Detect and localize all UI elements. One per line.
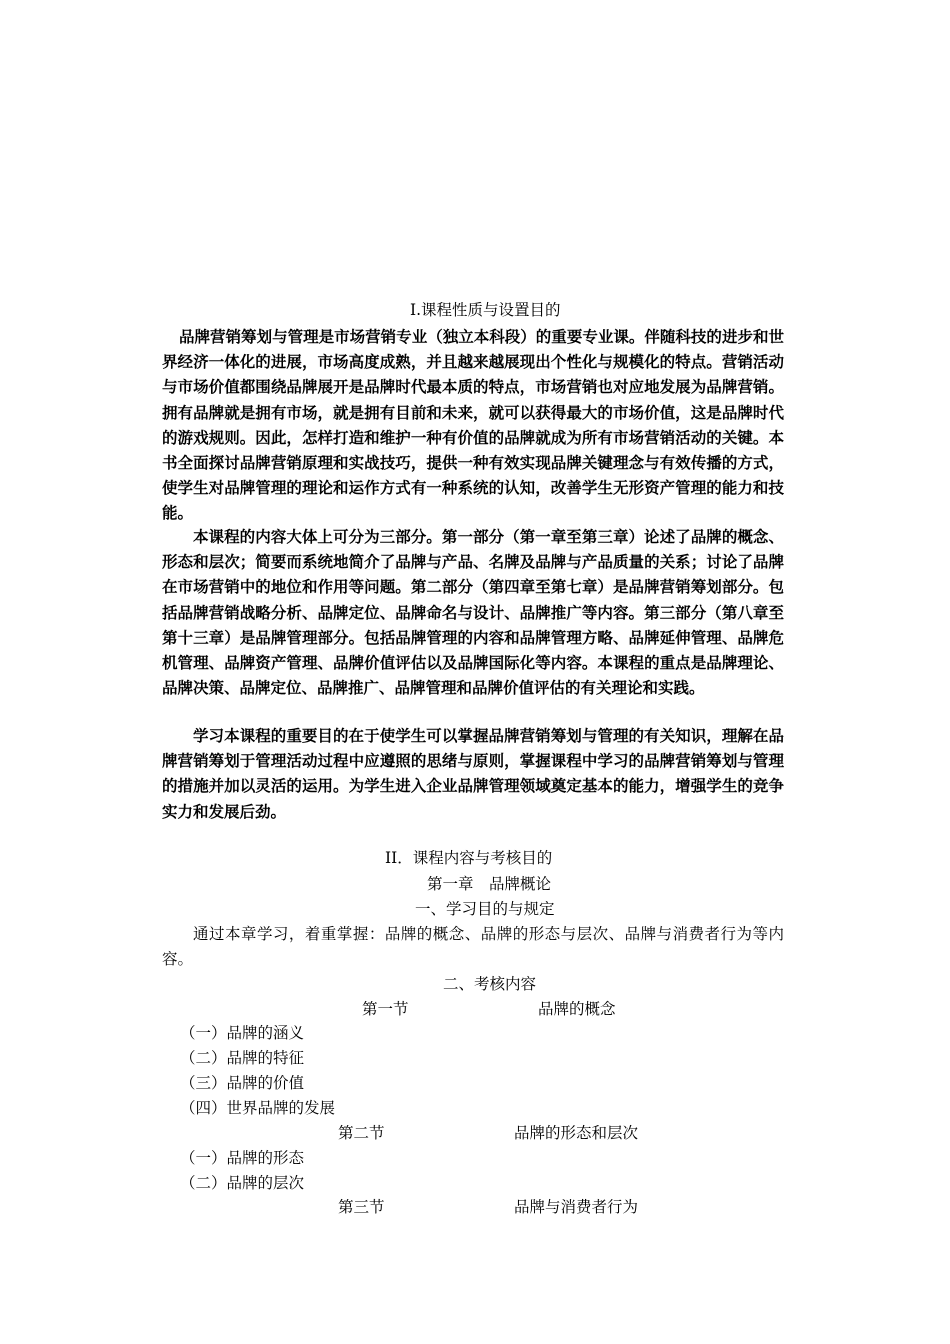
paragraph-course-content: 本课程的内容大体上可分为三部分。第一部分（第一章至第三章）论述了品牌的概念、形态和层次；简要而系统地简介了品牌与产品、名牌及品牌与产品质量的关系；讨论了品牌在市场营销中的地位和作用等问题。第二部分（第四章至第七章）是品牌营销筹划部分。包括品牌营销战略分析、品牌定位、品牌命名与设计、品牌推广等内容。第三部分（第八章至第十三章）是品牌管理部分。包括品牌管理的内容和品牌管理方略、品牌延伸管理、品牌危机管理、品牌资产管理、品牌价值评估以及品牌国际化等内容。本课程的重点是品牌理论、品牌决策、品牌定位、品牌推广、品牌管理和品牌价值评估的有关理论和实践。 [162, 527, 784, 698]
list-item: （一）品牌的形态 [180, 1149, 305, 1167]
section-label-2: 第二节 [338, 1124, 385, 1142]
section-title-1: 品牌的概念 [538, 1000, 616, 1018]
section-label-3: 第三节 [338, 1198, 385, 1216]
paragraph-course-goal: 学习本课程的重要目的在于使学生可以掌握品牌营销筹划与管理的有关知识，理解在品牌营销筹划于管理活动过程中应遵照的思绪与原则，掌握课程中学习的品牌营销筹划与管理的措施并加以灵活的运用。为学生进入企业品牌管理领域奠定基本的能力，增强学生的竞争实力和发展后劲。 [162, 726, 784, 821]
paragraph-course-nature: 品牌营销筹划与管理是市场营销专业（独立本科段）的重要专业课。伴随科技的进步和世界经济一体化的进展，市场高度成熟，并且越来越展现出个性化与规模化的特点。营销活动与市场价值都围绕品牌展开是品牌时代最本质的特点，市场营销也对应地发展为品牌营销。拥有品牌就是拥有市场，就是拥有目前和未来，就可以获得最大的市场价值，这是品牌时代的游戏规则。因此，怎样打造和维护一种有价值的品牌就成为所有市场营销活动的关键。本书全面探讨品牌营销原理和实战技巧，提供一种有效实现品牌关键理念与有效传播的方式，使学生对品牌管理的理论和运作方式有一种系统的认知，改善学生无形资产管理的能力和技能。 [162, 327, 784, 523]
section-title-3: 品牌与消费者行为 [514, 1198, 639, 1216]
subheading-assessment-content: 二、考核内容 [443, 975, 537, 993]
section-label-1: 第一节 [362, 1000, 409, 1018]
list-item: （二）品牌的特征 [180, 1049, 305, 1067]
list-item: （三）品牌的价值 [180, 1074, 305, 1092]
paragraph-learning-goals: 通过本章学习，着重掌握：品牌的概念、品牌的形态与层次、品牌与消费者行为等内容。 [162, 925, 784, 969]
list-item: （二）品牌的层次 [180, 1174, 305, 1192]
list-item: （四）世界品牌的发展 [180, 1099, 336, 1117]
section-title-2: 品牌的形态和层次 [514, 1124, 639, 1142]
section1-title: I.课程性质与设置目的 [410, 301, 561, 319]
subheading-learning-goals: 一、学习目的与规定 [415, 900, 555, 918]
list-item: （一）品牌的涵义 [180, 1024, 305, 1042]
chapter-title: 第一章 品牌概论 [427, 875, 552, 893]
section2-title: II．课程内容与考核目的 [385, 849, 553, 867]
